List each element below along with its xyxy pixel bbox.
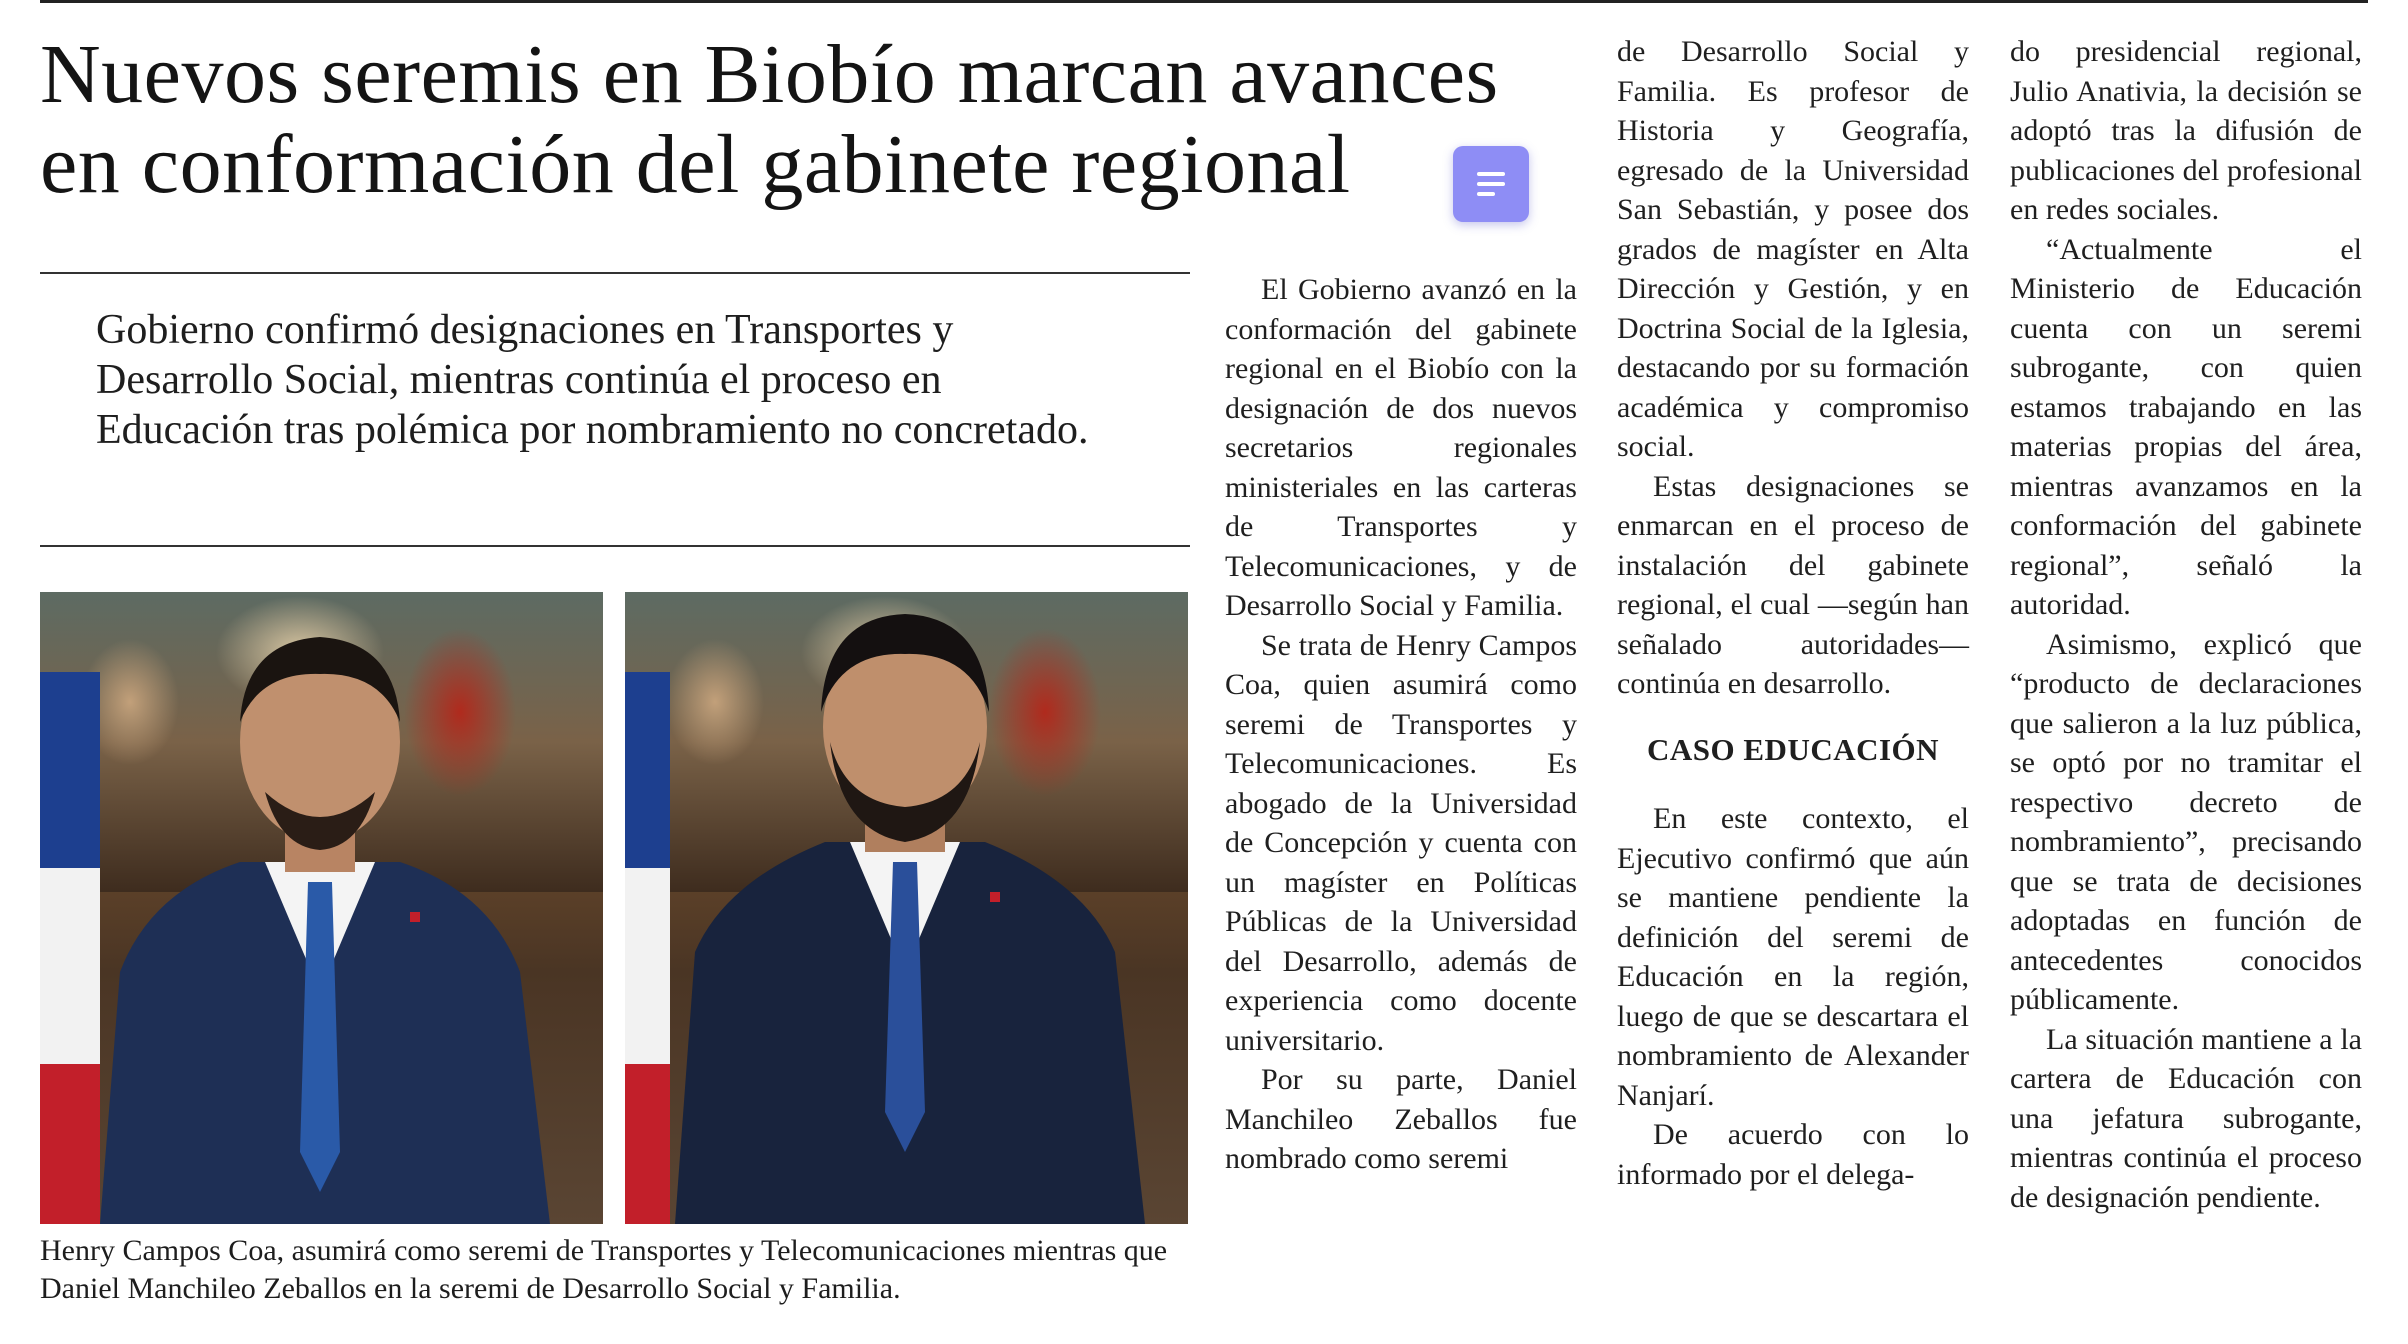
paragraph: La situación mantiene a la cartera de Educación con una jefatura subrogante, mientras continúa el proceso de designación pendiente. xyxy=(2010,1022,2362,1214)
headline: Nuevos seremis en Biobío marcan avances en conformación del gabinete regional xyxy=(40,28,1499,211)
paragraph: de Desarrollo Social y Familia. Es profesor de Historia y Geografía, egresado de la Universidad San Sebastián, y posee dos grados de magíster en Alta Dirección y Gestión, y en Doctrina Social de la Iglesia, destacando por su formación académica y compromiso social. xyxy=(1617,35,1969,463)
paragraph: “Actualmente el Ministerio de Educación cuenta con un seremi subrogante, con quien estamos trabajando en las materias propias del área, mientras avanzamos en la conformación del gabinete regional”, señaló la autoridad. xyxy=(2010,232,2362,621)
body-column-2 xyxy=(1617,32,1969,1194)
photo-daniel-manchileo xyxy=(625,592,1188,1224)
paragraph: De acuerdo con lo informado por el delega- xyxy=(1617,1118,1969,1191)
deck-top-rule xyxy=(40,272,1190,274)
paragraph: Asimismo, explicó que “producto de declaraciones que salieron a la luz pública, se optó por no tramitar el respectivo decreto de nombramiento”, precisando que se trata de decisiones adoptadas en función de antecedentes conocidos públicamente. xyxy=(2010,627,2362,1016)
paragraph: do presidencial regional, Julio Anativia, la decisión se adoptó tras la difusión de publicaciones del profesional en redes sociales. xyxy=(2010,35,2362,226)
photo-caption: Henry Campos Coa, asumirá como seremi de Transportes y Telecomunicaciones mientras que Daniel Manchileo Zeballos en la seremi de Desarrollo Social y Familia. xyxy=(40,1234,1168,1305)
body-column-1 xyxy=(1225,270,1577,1179)
body-column-3 xyxy=(2010,32,2362,1217)
deck: Gobierno confirmó designaciones en Transportes y Desarrollo Social, mientras continúa el proceso en Educación tras polémica por nombramiento no concretado. xyxy=(96,307,1089,453)
paragraph: Se trata de Henry Campos Coa, quien asumirá como seremi de Transportes y Telecomunicaciones. Es abogado de la Universidad de Concepción y cuenta con un magíster en Políticas Públicas de la Universidad del Desarrollo, además de experiencia como docente universitario. xyxy=(1225,628,1577,1057)
paragraph: El Gobierno avanzó en la conformación del gabinete regional en el Biobío con la designación de dos nuevos secretarios regionales ministeriales en las carteras de Transportes y Telecomunicaciones, y de Desarrollo Social y Familia. xyxy=(1225,273,1577,622)
deck-bottom-rule xyxy=(40,545,1190,547)
photo-henry-campos xyxy=(40,592,603,1224)
portrait-figure xyxy=(625,592,1188,1224)
document-lines-icon[interactable] xyxy=(1453,146,1529,222)
top-rule xyxy=(40,0,2368,3)
paragraph: Estas designaciones se enmarcan en el proceso de instalación del gabinete regional, el cual —según han señalado autoridades— continúa en desarrollo. xyxy=(1617,469,1969,700)
paragraph: Por su parte, Daniel Manchileo Zeballos fue nombrado como seremi xyxy=(1225,1063,1577,1175)
subheading: CASO EDUCACIÓN xyxy=(1647,731,1940,767)
paragraph: En este contexto, el Ejecutivo confirmó que aún se mantiene pendiente la definición del seremi de Educación en la región, luego de que se descartara el nombramiento de Alexander Nanjarí. xyxy=(1617,802,1969,1112)
portrait-figure xyxy=(40,592,603,1224)
